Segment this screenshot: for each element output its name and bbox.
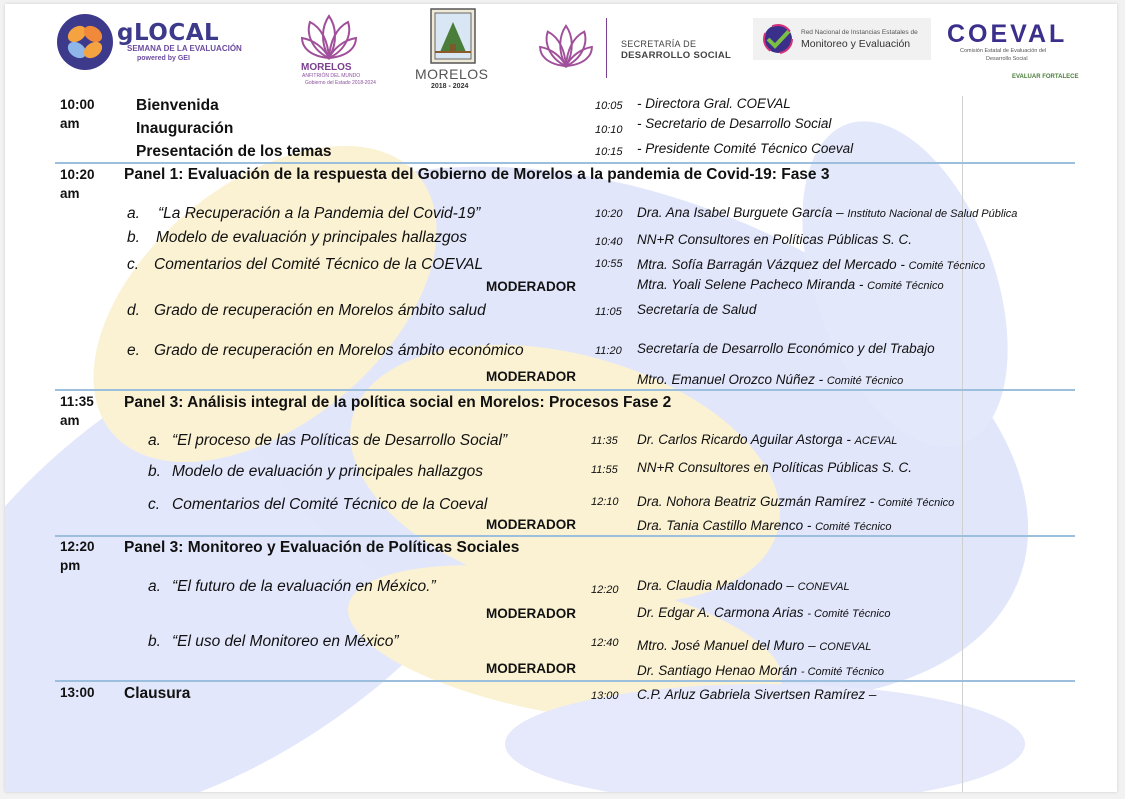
item-speaker: - Secretario de Desarrollo Social: [637, 116, 832, 131]
session-ampm: pm: [60, 558, 81, 573]
session-time: 10:00: [60, 97, 95, 112]
session-time: 12:20: [60, 539, 95, 554]
coeval-logo-tagline: EVALUAR FORTALECE: [1012, 74, 1079, 80]
moderator-label: MODERADOR: [486, 517, 576, 532]
item-speaker: Secretaría de Desarrollo Económico y del Trabajo: [637, 341, 935, 356]
section-divider: [55, 535, 1075, 537]
item-time: 11:05: [595, 306, 622, 318]
item-speaker: NN+R Consultores en Políticas Públicas S. C.: [637, 460, 912, 475]
item-time: 10:10: [595, 124, 623, 136]
moderator-name: Mtro. Emanuel Orozco Núñez - Comité Técnico: [637, 372, 904, 387]
secretaria-logo-line-1: SECRETARÍA DE: [621, 39, 697, 49]
item-time: 12:10: [591, 496, 619, 508]
agenda-item-title: Inauguración: [136, 120, 234, 137]
margin-line: [962, 96, 963, 792]
item-time: 10:55: [595, 258, 623, 270]
agenda-item-title: “El proceso de las Políticas de Desarrollo Social”: [172, 432, 508, 449]
agenda-item-title: “La Recuperación a la Pandemia del Covid-19”: [158, 205, 481, 222]
item-time: 10:40: [595, 236, 623, 248]
item-letter: c.: [148, 496, 161, 513]
item-time: 10:05: [595, 100, 623, 112]
agenda-page: [5, 4, 1117, 792]
glocal-logo: [55, 12, 115, 72]
panel-title: Panel 3: Monitoreo y Evaluación de Políticas Sociales: [124, 539, 520, 556]
moderator-label: MODERADOR: [486, 661, 576, 676]
session-time: 10:20: [60, 167, 95, 182]
item-time: 10:20: [595, 208, 623, 220]
coeval-logo-subtitle-2: Desarrollo Social: [986, 56, 1028, 62]
item-affiliation: Comité Técnico: [826, 375, 904, 387]
session-time: 11:35: [60, 394, 94, 409]
session-time: 13:00: [60, 685, 95, 700]
item-speaker: Dr. Carlos Ricardo Aguilar Astorga - ACEVAL: [637, 432, 898, 447]
coeval-logo-title: COEVAL: [947, 20, 1068, 48]
item-speaker: Secretaría de Salud: [637, 302, 757, 317]
session-ampm: am: [60, 413, 80, 428]
item-time: 11:35: [591, 435, 618, 447]
item-letter: a.: [148, 578, 161, 595]
item-affiliation: Comité Técnico: [867, 280, 944, 292]
item-affiliation: Instituto Nacional de Salud Pública: [847, 208, 1018, 220]
item-speaker: Mtro. José Manuel del Muro – CONEVAL: [637, 638, 872, 653]
item-speaker: Mtra. Sofía Barragán Vázquez del Mercado - Comité Técnico: [637, 257, 986, 272]
item-affiliation: Comité Técnico: [815, 521, 892, 533]
glocal-logo-title: gLOCAL: [117, 20, 220, 46]
item-affiliation: Comité Técnico: [908, 260, 986, 272]
red-nacional-logo-line-1: Red Nacional de Instancias Estatales de: [801, 29, 918, 36]
item-speaker: Dra. Claudia Maldonado – CONEVAL: [637, 578, 850, 593]
red-nacional-logo-line-2: Monitoreo y Evaluación: [801, 38, 911, 50]
moderator-name: Dr. Santiago Henao Morán - Comité Técnico: [637, 663, 884, 678]
agenda-item-title: Comentarios del Comité Técnico de la Coeval: [172, 496, 488, 513]
item-speaker: - Presidente Comité Técnico Coeval: [637, 141, 854, 156]
item-letter: d.: [127, 302, 140, 319]
morelos-seal-years: 2018 - 2024: [431, 83, 469, 90]
agenda-item-title: “El uso del Monitoreo en México”: [172, 633, 399, 650]
item-speaker: - Directora Gral. COEVAL: [637, 96, 791, 111]
red-nacional-logo-icon: [760, 22, 796, 56]
item-time: 13:00: [591, 690, 619, 702]
item-affiliation: ACEVAL: [854, 435, 898, 447]
item-letter: a.: [127, 205, 140, 222]
item-time: 10:15: [595, 146, 623, 158]
panel-title: Panel 1: Evaluación de la respuesta del Gobierno de Morelos a la pandemia de Covid-19: Fase 3: [124, 166, 830, 183]
item-letter: b.: [127, 229, 140, 246]
morelos-lotus-logo: [300, 12, 358, 62]
item-letter: b.: [148, 633, 161, 650]
item-letter: c.: [127, 256, 140, 273]
item-time: 12:20: [591, 584, 619, 596]
item-affiliation: Comité Técnico: [877, 497, 955, 509]
morelos-seal-name: MORELOS: [415, 66, 489, 82]
moderator-name: Dr. Edgar A. Carmona Arias - Comité Técnico: [637, 605, 891, 620]
secretaria-divider: [606, 18, 607, 78]
morelos-logo-subtitle-2: Gobierno del Estado 2018-2024: [305, 80, 376, 86]
item-time: 12:40: [591, 637, 619, 649]
item-affiliation: CONEVAL: [819, 641, 872, 653]
panel-title: Clausura: [124, 685, 191, 702]
section-divider: [55, 389, 1075, 391]
moderator-label: MODERADOR: [486, 279, 576, 294]
glocal-logo-subtitle: SEMANA DE LA EVALUACIÓN: [127, 44, 242, 53]
agenda-item-title: “El futuro de la evaluación en México.”: [172, 578, 436, 595]
morelos-logo-name: MORELOS: [301, 62, 352, 73]
agenda-item-title: Grado de recuperación en Morelos ámbito salud: [154, 302, 486, 319]
item-speaker: NN+R Consultores en Políticas Públicas S. C.: [637, 232, 912, 247]
item-time: 11:55: [591, 464, 618, 476]
morelos-logo-subtitle: ANFITRIÓN DEL MUNDO: [302, 73, 361, 79]
panel-title: Panel 3: Análisis integral de la política social en Morelos: Procesos Fase 2: [124, 394, 672, 411]
morelos-coat-of-arms-icon: [430, 8, 476, 64]
item-affiliation: - Comité Técnico: [807, 608, 891, 620]
item-time: 11:20: [595, 345, 622, 357]
moderator-label: MODERADOR: [486, 369, 576, 384]
agenda-item-title: Modelo de evaluación y principales hallazgos: [156, 229, 468, 246]
item-letter: b.: [148, 463, 161, 480]
agenda-item-title: Grado de recuperación en Morelos ámbito económico: [154, 342, 524, 359]
session-ampm: am: [60, 116, 80, 131]
item-speaker: Dra. Ana Isabel Burguete García – Instituto Nacional de Salud Pública: [637, 205, 1018, 220]
item-speaker: C.P. Arluz Gabriela Sivertsen Ramírez –: [637, 687, 877, 702]
section-divider: [55, 162, 1075, 164]
secretaria-lotus-logo: [538, 22, 594, 70]
item-affiliation: CONEVAL: [797, 581, 850, 593]
section-divider: [55, 680, 1075, 682]
item-affiliation: - Comité Técnico: [800, 666, 884, 678]
moderator-label: MODERADOR: [486, 606, 576, 621]
moderator-name: Dra. Tania Castillo Marenco - Comité Técnico: [637, 518, 892, 533]
agenda-item-title: Presentación de los temas: [136, 143, 332, 160]
secretaria-logo-line-2: DESARROLLO SOCIAL: [621, 50, 732, 61]
glocal-logo-powered: powered by GEI: [137, 55, 190, 62]
coeval-logo-subtitle: Comisión Estatal de Evaluación del: [960, 48, 1047, 54]
agenda-item-title: Bienvenida: [136, 97, 219, 114]
agenda-item-title: Modelo de evaluación y principales hallazgos: [172, 463, 484, 480]
agenda-item-title: Comentarios del Comité Técnico de la COEVAL: [154, 256, 484, 273]
item-letter: a.: [148, 432, 161, 449]
session-ampm: am: [60, 186, 80, 201]
item-letter: e.: [127, 342, 140, 359]
item-speaker: Dra. Nohora Beatriz Guzmán Ramírez - Comité Técnico: [637, 494, 955, 509]
moderator-name: Mtra. Yoali Selene Pacheco Miranda - Comité Técnico: [637, 277, 944, 292]
